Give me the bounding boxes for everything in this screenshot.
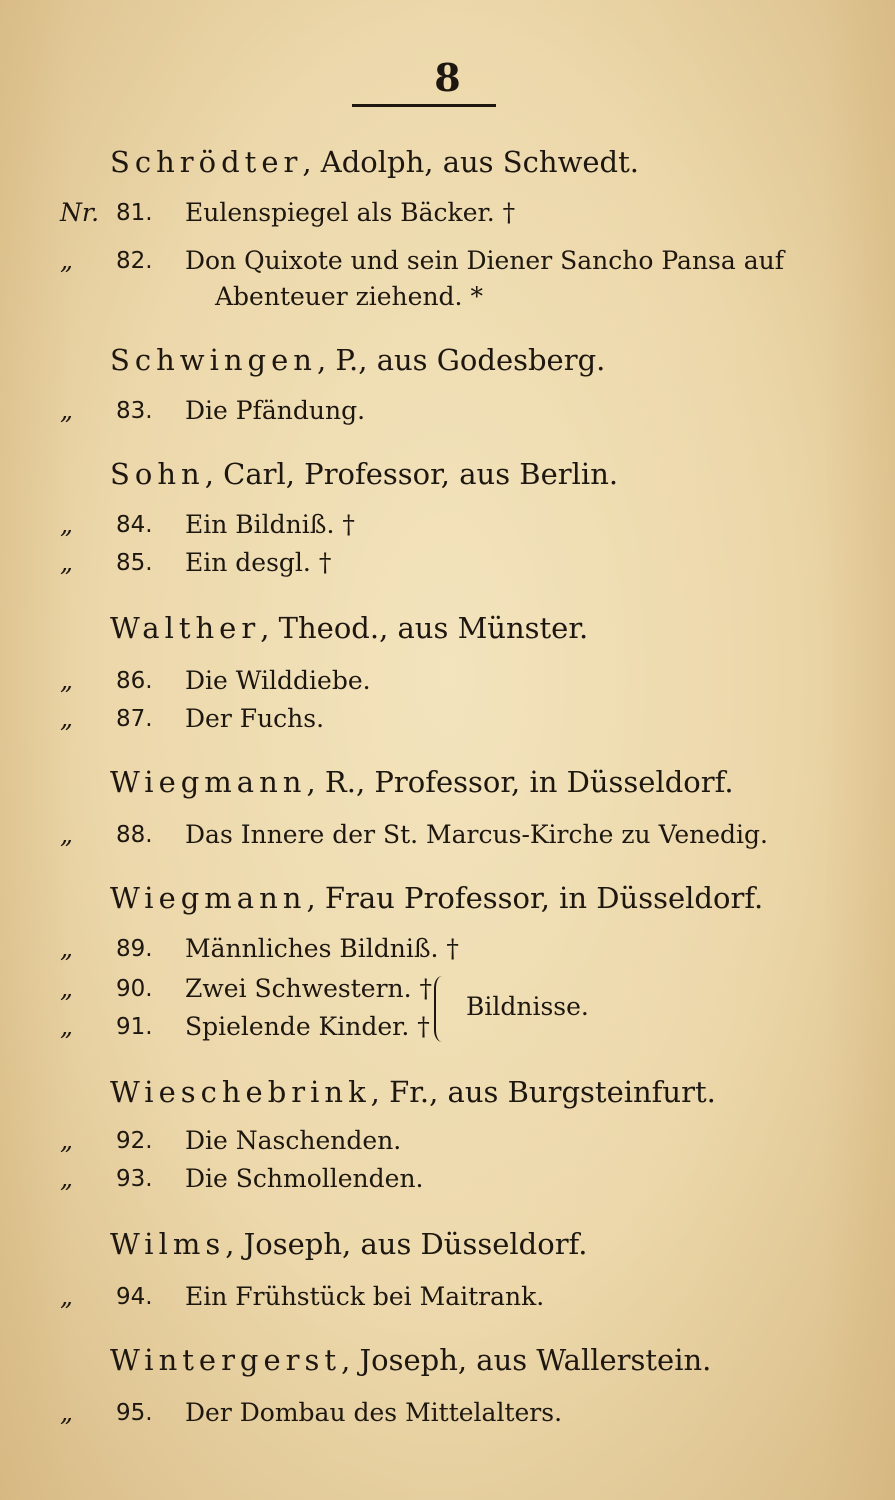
artist-name: Wieschebrink — [110, 1075, 371, 1109]
page-number: 8 — [434, 55, 461, 100]
artist-heading — [110, 1342, 711, 1378]
entry-title: Männliches Bildniß. † — [185, 934, 459, 963]
entry-title: Spielende Kinder. † — [185, 1012, 430, 1041]
entry-marker: „ — [60, 510, 73, 539]
entry-number: 83. — [116, 398, 153, 424]
entry-number: 95. — [116, 1400, 153, 1426]
artist-details: , Adolph, aus Schwedt. — [302, 145, 639, 179]
entry-number: 81. — [116, 200, 153, 226]
entry-number: 86. — [116, 668, 153, 694]
artist-heading — [110, 764, 734, 800]
entry-title: Die Wilddiebe. — [185, 666, 371, 695]
entry-title: Die Schmollenden. — [185, 1164, 424, 1193]
entry-marker: „ — [60, 934, 73, 963]
header-rule — [352, 104, 496, 107]
entry-marker: „ — [60, 1398, 73, 1427]
entry-marker: „ — [60, 548, 73, 577]
entry-title: Der Dombau des Mittelalters. — [185, 1398, 563, 1427]
entry-title: Ein Bildniß. † — [185, 510, 355, 539]
artist-details: , Joseph, aus Wallerstein. — [341, 1343, 712, 1377]
artist-details: , Theod., aus Münster. — [260, 611, 589, 645]
artist-name: Wiegmann — [110, 881, 307, 915]
brace-label: Bildnisse. — [466, 992, 589, 1021]
entry-marker: „ — [60, 820, 73, 849]
artist-name: Sohn — [110, 457, 205, 491]
entry-number: 82. — [116, 248, 153, 274]
entry-title: Don Quixote und sein Diener Sancho Pansa auf — [185, 246, 784, 275]
entry-title: Ein desgl. † — [185, 548, 332, 577]
entry-title: Das Innere der St. Marcus-Kirche zu Venedig. — [185, 820, 768, 849]
artist-heading — [110, 342, 605, 378]
artist-details: , R., Professor, in Düsseldorf. — [306, 765, 734, 799]
entry-marker: „ — [60, 1164, 73, 1193]
artist-heading — [110, 1226, 587, 1262]
artist-details: , Carl, Professor, aus Berlin. — [204, 457, 619, 491]
artist-details: , Fr., aus Burgsteinfurt. — [370, 1075, 716, 1109]
entry-marker: „ — [60, 396, 73, 425]
artist-details: , P., aus Godesberg. — [316, 343, 606, 377]
artist-name: Wilms — [110, 1227, 226, 1261]
artist-heading — [110, 1074, 716, 1110]
entry-number: 90. — [116, 976, 153, 1002]
artist-heading — [110, 144, 639, 180]
entry-marker: „ — [60, 1126, 73, 1155]
artist-details: , Joseph, aus Düsseldorf. — [225, 1227, 588, 1261]
entry-title: Der Fuchs. — [185, 704, 325, 733]
entry-number: 87. — [116, 706, 153, 732]
entry-number: 91. — [116, 1014, 153, 1040]
entry-marker: „ — [60, 1282, 73, 1311]
entry-marker: „ — [60, 666, 73, 695]
entry-title: Die Naschenden. — [185, 1126, 402, 1155]
entry-title: Eulenspiegel als Bäcker. † — [185, 198, 516, 227]
artist-heading — [110, 610, 588, 646]
artist-name: Walther — [110, 611, 261, 645]
entry-number: 94. — [116, 1284, 153, 1310]
entry-marker: Nr. — [60, 198, 100, 227]
entry-marker: „ — [60, 704, 73, 733]
artist-name: Schwingen — [110, 343, 317, 377]
entry-number: 89. — [116, 936, 153, 962]
entry-number: 93. — [116, 1166, 153, 1192]
grouping-brace — [434, 976, 446, 1042]
artist-details: , Frau Professor, in Düsseldorf. — [306, 881, 764, 915]
artist-name: Wiegmann — [110, 765, 307, 799]
entry-title: Zwei Schwestern. † — [185, 974, 433, 1003]
entry-number: 85. — [116, 550, 153, 576]
entry-title-continuation: Abenteuer ziehend. * — [215, 282, 483, 311]
entry-marker: „ — [60, 1012, 73, 1041]
entry-marker: „ — [60, 246, 73, 275]
entry-number: 92. — [116, 1128, 153, 1154]
entry-number: 84. — [116, 512, 153, 538]
artist-heading — [110, 880, 763, 916]
entry-number: 88. — [116, 822, 153, 848]
entry-title: Ein Frühstück bei Maitrank. — [185, 1282, 545, 1311]
entry-marker: „ — [60, 974, 73, 1003]
artist-name: Wintergerst — [110, 1343, 342, 1377]
artist-heading — [110, 456, 618, 492]
artist-name: Schrödter — [110, 145, 303, 179]
entry-title: Die Pfändung. — [185, 396, 366, 425]
